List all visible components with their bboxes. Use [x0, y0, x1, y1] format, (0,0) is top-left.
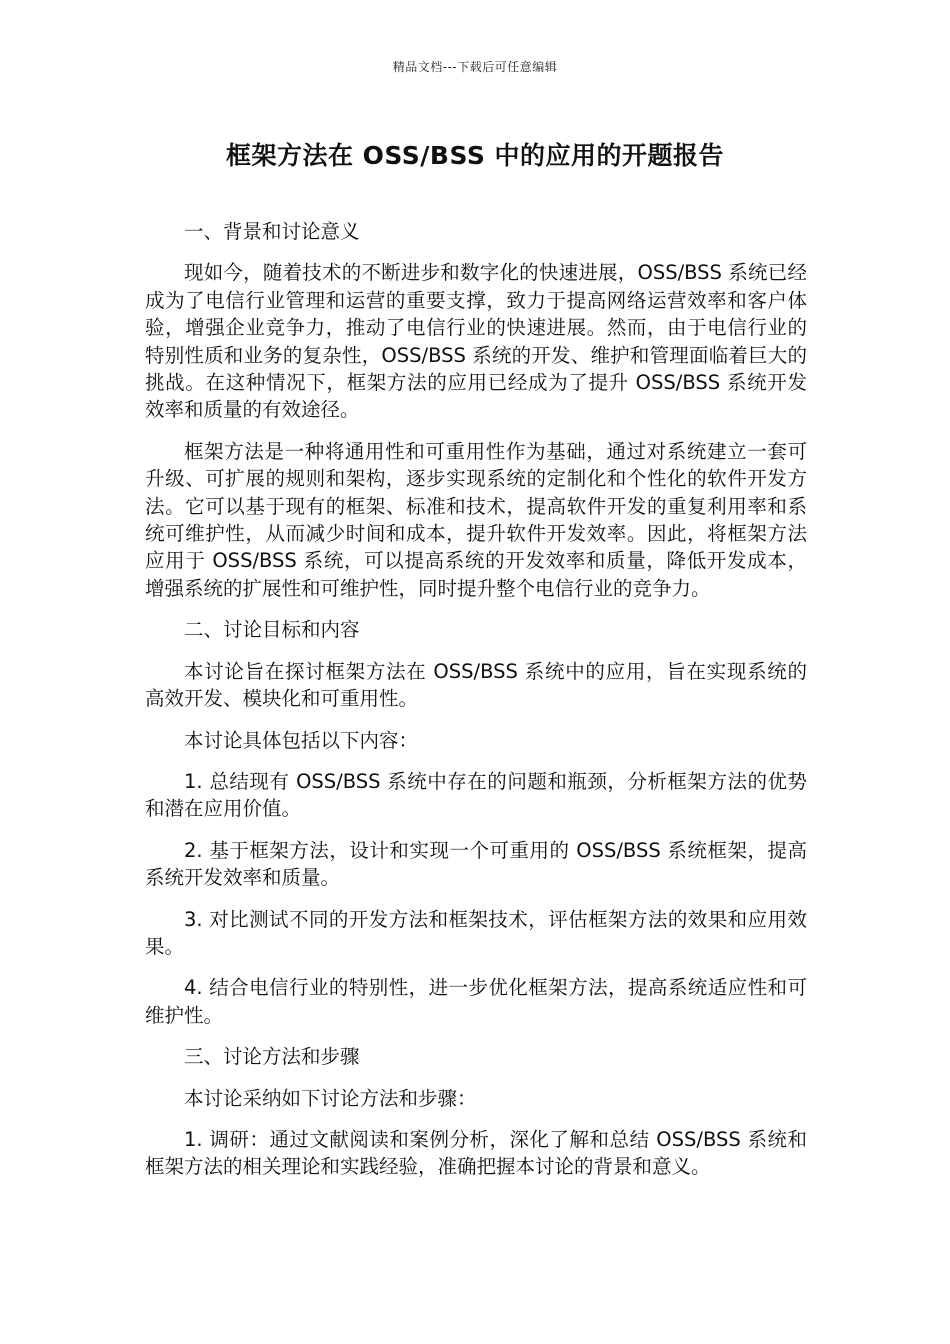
list-item-goal-2: 2. 基于框架方法，设计和实现一个可重用的 OSS/BSS 系统框架，提高系统开发效率和质量。: [145, 838, 807, 890]
section-heading-goals: 二、讨论目标和内容: [184, 618, 360, 642]
section-heading-methods: 三、讨论方法和步骤: [184, 1045, 360, 1069]
paragraph-goals-2: 本讨论具体包括以下内容：: [184, 728, 419, 752]
header-note: 精品文档---下载后可任意编辑: [392, 60, 558, 74]
paragraph-background-2: 框架方法是一种将通用性和可重用性作为基础，通过对系统建立一套可升级、可扩展的规则和架构，逐步实现系统的定制化和个性化的软件开发方法。它可以基于现有的框架、标准和技术，提高软件开发的重复利用率和系统可维护性，从而减少时间和成本，提升软件开发效率。因此，将框架方法应用于 OSS/BSS 系统，可以提高系统的开发效率和质量，降低开发成本，增强系统的扩展性和可维护性，同时提升整个电信行业的竞争力。: [145, 439, 807, 600]
paragraph-background-1: 现如今，随着技术的不断进步和数字化的快速进展，OSS/BSS 系统已经成为了电信行业管理和运营的重要支撑，致力于提高网络运营效率和客户体验，增强企业竞争力，推动了电信行业的快速进展。然而，由于电信行业的特别性质和业务的复杂性，OSS/BSS 系统的开发、维护和管理面临着巨大的挑战。在这种情况下，框架方法的应用已经成为了提升 OSS/BSS 系统开发效率和质量的有效途径。: [145, 261, 807, 422]
list-item-goal-1: 1. 总结现有 OSS/BSS 系统中存在的问题和瓶颈，分析框架方法的优势和潜在应用价值。: [145, 769, 807, 821]
paragraph-goals-1: 本讨论旨在探讨框架方法在 OSS/BSS 系统中的应用，旨在实现系统的高效开发、模块化和可重用性。: [145, 659, 807, 711]
document-body: [145, 218, 807, 1195]
paragraph-methods-1: 本讨论采纳如下讨论方法和步骤：: [184, 1086, 477, 1110]
list-item-goal-4: 4. 结合电信行业的特别性，进一步优化框架方法，提高系统适应性和可维护性。: [145, 976, 807, 1027]
list-item-goal-3: 3. 对比测试不同的开发方法和框架技术，评估框架方法的效果和应用效果。: [145, 907, 807, 958]
section-heading-background: 一、背景和讨论意义: [184, 220, 360, 243]
list-item-method-1: 1. 调研：通过文献阅读和案例分析，深化了解和总结 OSS/BSS 系统和框架方法的相关理论和实践经验，准确把握本讨论的背景和意义。: [145, 1127, 807, 1179]
document-title: 框架方法在 OSS/BSS 中的应用的开题报告: [225, 141, 725, 170]
